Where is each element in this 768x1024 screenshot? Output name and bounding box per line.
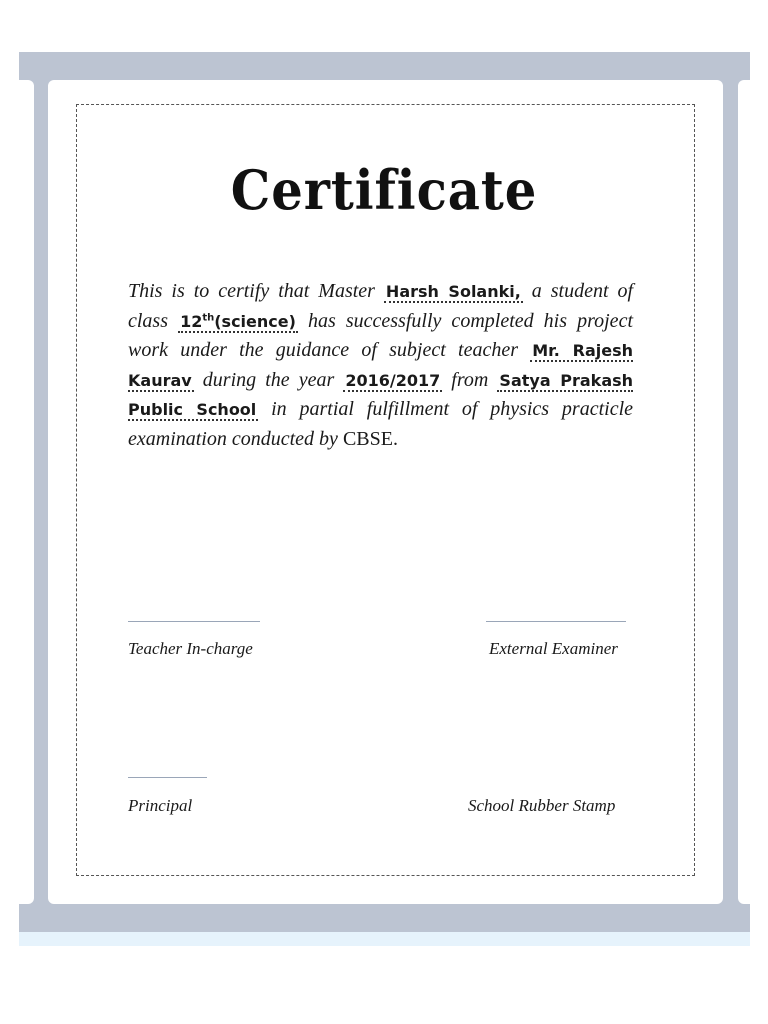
teacher-incharge-label: Teacher In-charge xyxy=(128,639,253,658)
previous-page-edge xyxy=(0,80,34,904)
principal-label: Principal xyxy=(128,796,193,815)
body-text: during the year xyxy=(202,368,344,391)
student-class xyxy=(178,312,298,333)
school-name: Satya Prakash Public School xyxy=(128,370,634,420)
class-number: 12 xyxy=(180,311,203,331)
student-name: Harsh Solanki, xyxy=(385,282,521,301)
teacher-name: Mr. Rajesh Kaurav xyxy=(128,341,633,390)
body-text: in partial fulfillment of physics practicle examination conducted by xyxy=(128,398,633,450)
principal-signature-line xyxy=(128,777,207,778)
exam-board: CBSE. xyxy=(342,427,398,450)
teacher-signature-line xyxy=(128,621,260,622)
academic-year: 2016/2017 xyxy=(345,370,441,390)
body-text: has successfully completed his project work under the guidance of subject teacher xyxy=(128,309,633,362)
class-stream: (science) xyxy=(214,311,296,331)
certificate-title: Certificate xyxy=(230,158,538,222)
class-suffix: th xyxy=(202,312,215,324)
school-stamp-label: School Rubber Stamp xyxy=(468,796,616,815)
external-examiner-label: External Examiner xyxy=(489,639,618,658)
body-text: a student of class xyxy=(128,280,634,332)
certificate-body xyxy=(128,277,633,454)
body-text: This is to certify that Master xyxy=(128,280,384,302)
viewer-bottom-strip xyxy=(19,932,750,946)
next-page-edge xyxy=(738,80,768,904)
examiner-signature-line xyxy=(486,621,626,622)
body-text: from xyxy=(451,368,498,391)
